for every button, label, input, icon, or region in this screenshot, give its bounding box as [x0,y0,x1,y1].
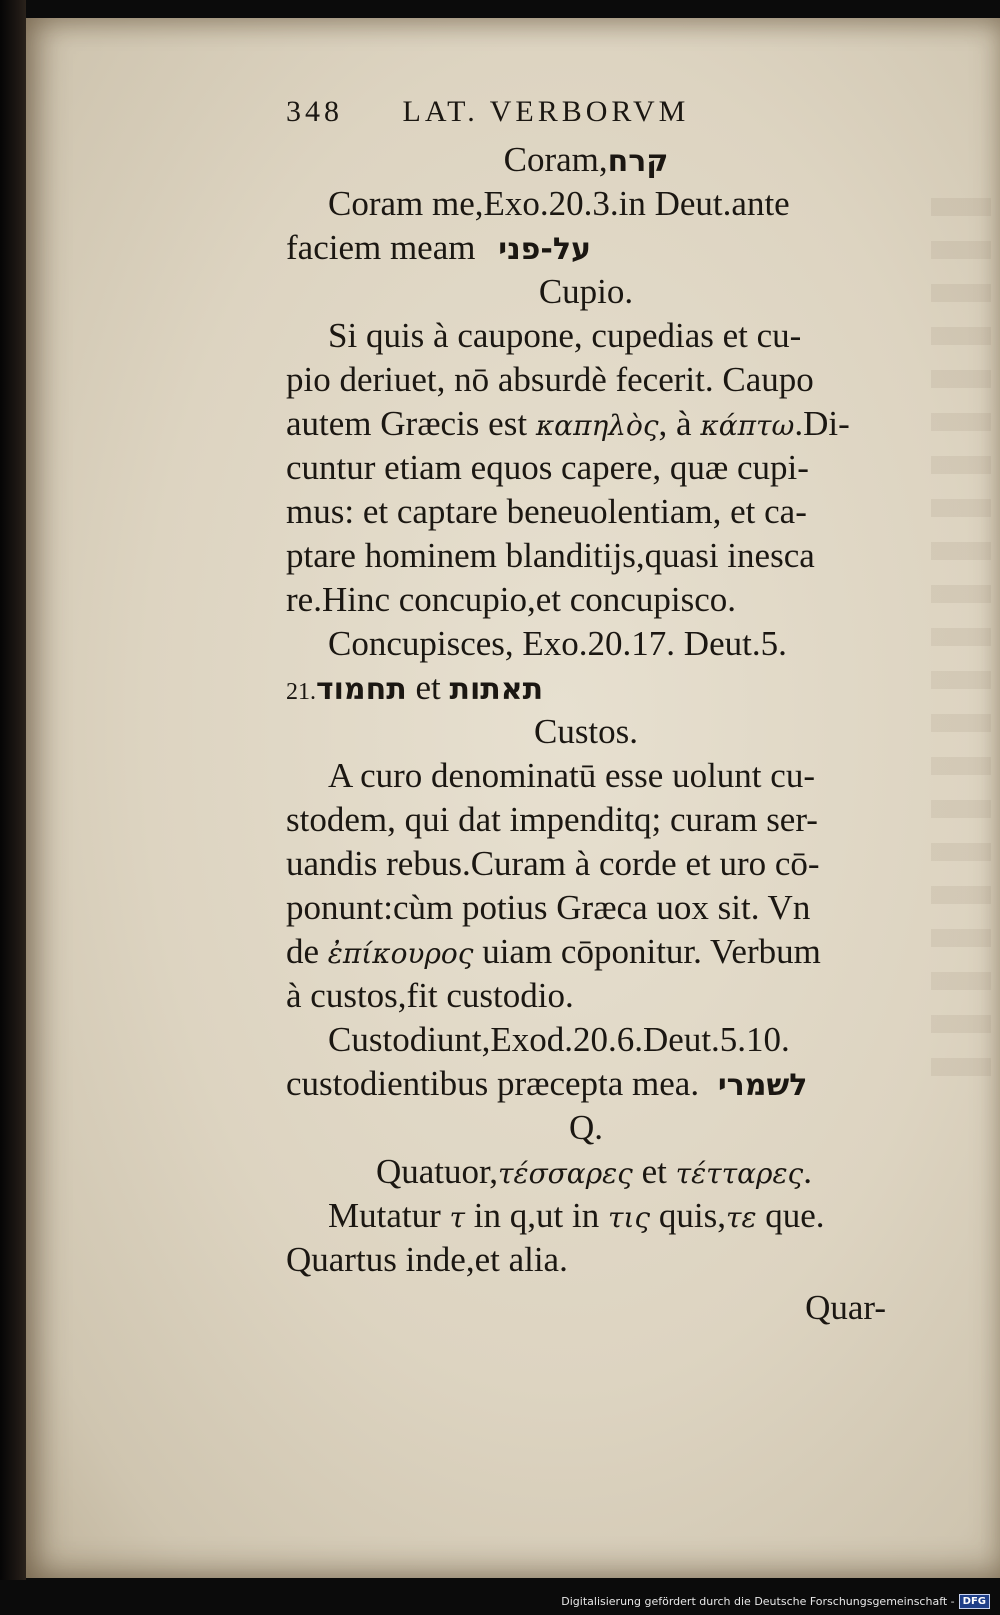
text-line: A curo denominatū esse uolunt cu- [328,756,815,795]
greek-word: καπηλὸς [535,409,659,442]
hebrew-word: לשמרי [717,1068,808,1103]
hebrew-word: קרח [607,144,669,179]
line-text: in q,ut in [473,1196,600,1235]
heading-quatuor [376,1152,812,1194]
verse-number: 21. [286,679,316,705]
text-line: stodem, qui dat impenditq; curam ser- [286,800,818,839]
text-line: cuntur etiam equos capere, quæ cupi- [286,448,809,487]
heading-cupio: Cupio. [538,272,634,311]
heading-text: Coram, [503,140,608,179]
line-text: autem Græcis est [286,404,528,443]
text-line [286,932,821,974]
greek-word: τ [449,1201,466,1234]
line-text: uiam cōponitur. Verbum [482,932,821,971]
text-line: pio deriuet, nō absurdè fecerit. Caupo [286,360,814,399]
page-number: 348 [286,95,343,128]
text-line [286,1196,825,1238]
text-line [286,668,543,712]
digitization-credit [561,1594,990,1609]
text-line: Concupisces, Exo.20.17. Deut.5. [328,624,787,663]
text-line: Custodiunt,Exod.20.6.Deut.5.10. [328,1020,790,1059]
line-text: . [803,1152,812,1191]
line-text: que. [765,1196,825,1235]
hebrew-word: על-פני [498,232,591,267]
greek-word: κάπτω [700,409,795,442]
greek-word: τέτταρες [675,1157,804,1190]
heading-coram [286,140,886,182]
running-title: LAT. VERBORVM [402,95,690,128]
text-line: mus: et captare beneuolentiam, et ca- [286,492,807,531]
greek-word: τε [725,1201,757,1234]
greek-word: ἐπίκουρος [327,937,474,970]
text-line: ptare hominem blanditijs,quasi inesca [286,536,815,575]
text-line [286,404,850,446]
line-text: et [641,1152,667,1191]
line-text: .Di- [794,404,850,443]
hebrew-word: תאתות [449,672,544,707]
greek-word: τις [607,1201,651,1234]
dfg-logo: DFG [959,1594,990,1609]
text-line [286,228,591,270]
credit-text: Digitalisierung gefördert durch die Deutsche Forschungsgemeinschaft - [561,1595,955,1608]
line-text: , à [658,404,692,443]
line-text: faciem meam [286,228,476,267]
text-line: à custos,fit custodio. [286,976,574,1015]
text-line: Si quis à caupone, cupedias et cu- [328,316,802,355]
line-text: Quatuor, [376,1152,499,1191]
heading-custos: Custos. [533,712,639,751]
catchword: Quar- [805,1288,886,1327]
text-line: ponunt:cùm potius Græca uox sit. Vn [286,888,811,927]
greek-word: τέσσαρες [498,1157,633,1190]
book-spine-shadow [0,0,26,1580]
line-text: de [286,932,320,971]
section-letter-q: Q. [568,1108,604,1147]
hebrew-word: תחמוד [316,672,407,707]
line-text: Mutatur [328,1196,441,1235]
line-text: et [415,668,441,707]
line-text: custodientibus præcepta mea. [286,1064,700,1103]
text-line: uandis rebus.Curam à corde et uro cō- [286,844,820,883]
text-line: Quartus inde,et alia. [286,1240,568,1279]
line-text: quis, [658,1196,726,1235]
text-line: re.Hinc concupio,et concupisco. [286,580,736,619]
text-line: Coram me,Exo.20.3.in Deut.ante [328,184,790,223]
text-line [286,1064,807,1106]
bleed-through-text [931,198,991,1098]
running-header [286,92,689,132]
